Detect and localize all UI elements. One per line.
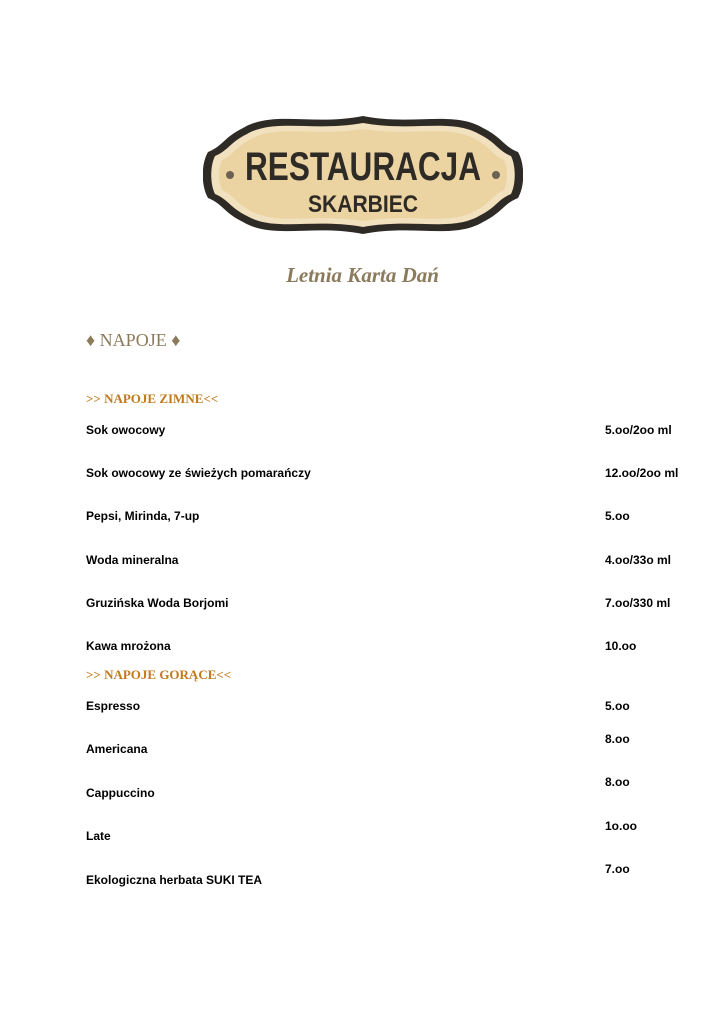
subheading-hot-drinks: >> NAPOJE GORĄCE<<	[86, 667, 232, 682]
menu-item-price: 5.oo	[605, 509, 630, 523]
menu-item-name: Late	[86, 829, 111, 843]
menu-item-name: Kawa mrożona	[86, 639, 171, 653]
menu-item-name: Cappuccino	[86, 786, 155, 800]
menu-item-name: Sok owocowy ze świeżych pomarańczy	[86, 466, 311, 480]
menu-item-name: Ekologiczna herbata SUKI TEA	[86, 873, 263, 887]
menu-item-name: Pepsi, Mirinda, 7-up	[86, 509, 200, 523]
subheading-cold-drinks: >> NAPOJE ZIMNE<<	[86, 391, 219, 406]
menu-item-price: 5.oo/2oo ml	[605, 423, 672, 437]
menu-item-price: 4.oo/33o ml	[605, 553, 672, 567]
logo-subtitle-text: SKARBIEC	[308, 191, 418, 218]
menu-item-price: 7.oo	[605, 862, 630, 876]
menu-item-name: Sok owocowy	[86, 423, 166, 437]
menu-item-name: Woda mineralna	[86, 553, 179, 567]
menu-item-name: Gruzińska Woda Borjomi	[86, 596, 229, 610]
menu-item-price: 7.oo/330 ml	[605, 596, 671, 610]
menu-item-price: 10.oo	[605, 639, 637, 653]
menu-item-name: Americana	[86, 742, 148, 756]
menu-item-name: Espresso	[86, 699, 141, 713]
menu-item-price: 1o.oo	[605, 819, 637, 833]
menu-item-price: 8.oo	[605, 775, 630, 789]
menu-item-price: 5.oo	[605, 699, 630, 713]
menu-item-price: 8.oo	[605, 732, 630, 746]
restaurant-logo	[203, 108, 523, 242]
menu-subtitle: Letnia Karta Dań	[286, 263, 439, 287]
section-heading-drinks: ♦ NAPOJE ♦	[86, 330, 181, 350]
menu-item-price: 12.oo/2oo ml	[605, 466, 679, 480]
logo-title-text: RESTAURACJA	[245, 145, 481, 189]
